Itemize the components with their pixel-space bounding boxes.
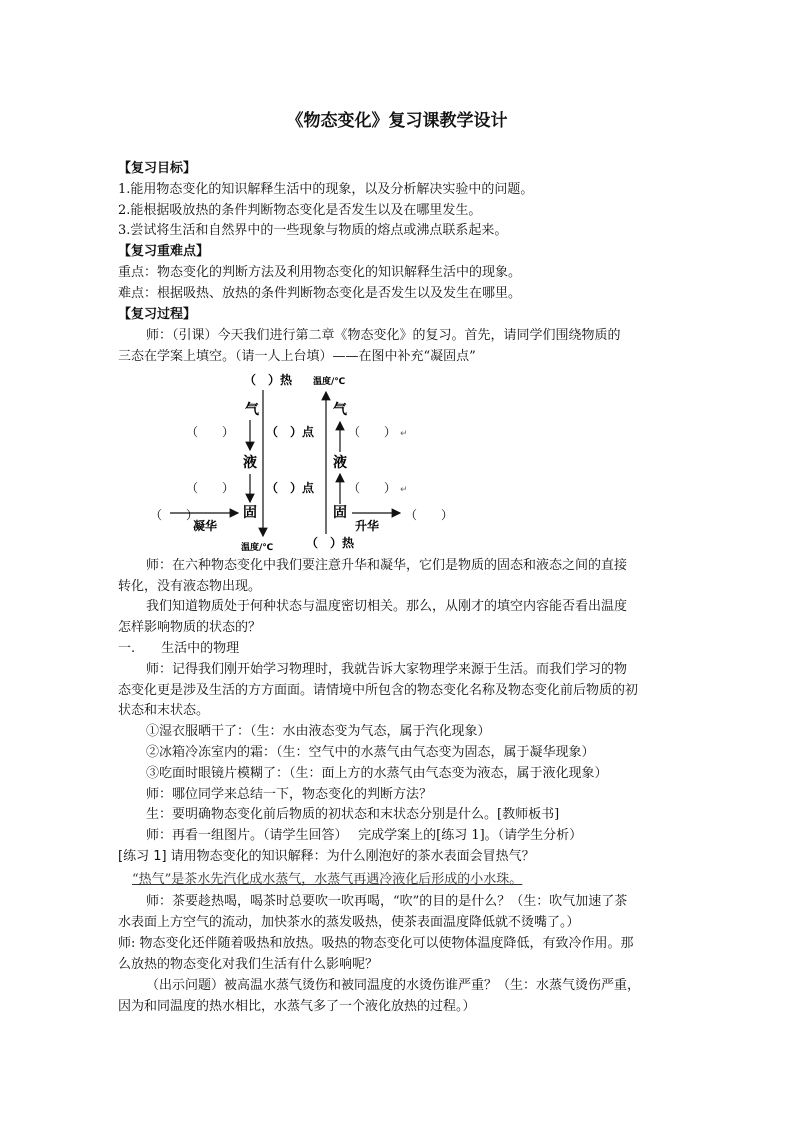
state-change-diagram bbox=[140, 364, 460, 554]
section-heading-process: 【复习过程】 bbox=[118, 307, 197, 322]
state-liquid-right: 液 bbox=[333, 455, 347, 471]
paragraph-line: 师：记得我们刚开始学习物理时，我就告诉大家物理学来源于生活。而我们学习的物 bbox=[146, 662, 628, 677]
state-gas-right: 气 bbox=[333, 402, 347, 418]
example-item: ②冰箱冷冻室内的霜：（生：空气中的水蒸气由气态变为固态，属于凝华现象） bbox=[146, 745, 595, 760]
paragraph-line: 生：要明确物态变化前后物质的初状态和末状态分别是什么。[教师板书] bbox=[146, 807, 560, 822]
paragraph-line: 怎样影响物质的状态的？ bbox=[118, 620, 262, 635]
paragraph-line: 么放热的物态变化对我们生活有什么影响呢？ bbox=[118, 957, 379, 972]
paragraph-line: 师: 物态变化还伴随着吸热和放热。吸热的物态变化可以使物体温度降低，有致冷作用。那 bbox=[118, 936, 634, 951]
key-point: 重点：物态变化的判断方法及利用物态变化的知识解释生活中的现象。 bbox=[118, 265, 522, 280]
goal-3: 3.尝试将生活和自然界中的一些现象与物质的熔点或沸点联系起来。 bbox=[118, 223, 508, 238]
paragraph-line: （出示问题）被高温水蒸气烫伤和被同温度的水烫伤谁严重？（生：水蒸气烫伤严重， bbox=[146, 978, 641, 993]
state-gas-left: 气 bbox=[245, 402, 259, 418]
axis-label-left: 温度/℃ bbox=[241, 543, 274, 553]
return-mark-lower: ↵ bbox=[400, 485, 408, 495]
blank-left-gas-source: （ ） bbox=[150, 508, 199, 522]
paragraph-line: 师：哪位同学来总结一下，物态变化的判断方法？ bbox=[146, 787, 433, 802]
heat-label-bottom: （ ）热 bbox=[306, 536, 355, 550]
state-solid-right: 固 bbox=[333, 505, 347, 521]
point-upper-left: （ ）点 bbox=[266, 425, 315, 439]
blank-right-upper: （ ） bbox=[348, 425, 397, 439]
paragraph-line: 师：在六种物态变化中我们要注意升华和凝华，它们是物质的固态和液态之间的直接 bbox=[146, 558, 628, 573]
label-desublimation: 凝华 bbox=[193, 519, 218, 533]
axis-label-right: 温度/℃ bbox=[313, 377, 346, 387]
paragraph-line: 状态和末状态。 bbox=[118, 703, 210, 718]
label-sublimation: 升华 bbox=[355, 519, 380, 533]
difficult-point: 难点：根据吸热、放热的条件判断物态变化是否发生以及发生在哪里。 bbox=[118, 286, 522, 301]
blank-left-lower: （ ） bbox=[186, 481, 235, 495]
heat-label-top: （ ）热 bbox=[244, 373, 293, 387]
paragraph-line: 我们知道物质处于何种状态与温度密切相关。那么，从刚才的填空内容能否看出温度 bbox=[146, 599, 628, 614]
state-solid-left: 固 bbox=[243, 505, 257, 521]
blank-right-gas-target: （ ） bbox=[405, 508, 454, 522]
goal-2: 2.能根据吸放热的条件判断物态变化是否发生以及在哪里发生。 bbox=[118, 203, 482, 218]
blank-right-lower: （ ） bbox=[348, 481, 397, 495]
blank-left-upper: （ ） bbox=[186, 425, 235, 439]
exercise-1-answer: “热气”是茶水先汽化成水蒸气，水蒸气再遇冷液化后形成的小水珠。 bbox=[132, 872, 523, 887]
goal-1: 1.能用物态变化的知识解释生活中的现象，以及分析解决实验中的问题。 bbox=[118, 182, 534, 197]
paragraph-line: 因为和同温度的热水相比，水蒸气多了一个液化放热的过程。） bbox=[118, 999, 476, 1014]
paragraph-line: 三态在学案上填空。（请一人上台填）——在图中补充“凝固点” bbox=[118, 349, 476, 364]
example-item: ③吃面时眼镜片模糊了：（生：面上方的水蒸气由气态变为液态，属于液化现象） bbox=[146, 766, 608, 781]
paragraph-line: 态变化更是涉及生活的方方面面。请情境中所包含的物态变化名称及物态变化前后物质的初 bbox=[118, 683, 639, 698]
exercise-1-question: [练习 1] 请用物态变化的知识解释：为什么刚泡好的茶水表面会冒热气？ bbox=[118, 849, 535, 864]
point-lower-left: （ ）点 bbox=[266, 481, 315, 495]
paragraph-line: 师：再看一组图片。（请学生回答） 完成学案上的[练习 1]。（请学生分析） bbox=[146, 828, 583, 843]
section-heading-key-points: 【复习重难点】 bbox=[118, 244, 210, 259]
state-liquid-left: 液 bbox=[243, 455, 257, 471]
paragraph-line: 水表面上方空气的流动，加快茶水的蒸发吸热，使茶表面温度降低就不烫嘴了。） bbox=[118, 915, 580, 930]
section-heading-goals: 【复习目标】 bbox=[118, 161, 197, 176]
page-title: 《物态变化》复习课教学设计 bbox=[286, 111, 508, 131]
paragraph-line: 师：（引课）今天我们进行第二章《物态变化》的复习。首先，请同学们围绕物质的 bbox=[146, 328, 621, 343]
return-mark-upper: ↵ bbox=[400, 429, 408, 439]
section-heading-life-physics: 一. 生活中的物理 bbox=[118, 641, 240, 656]
paragraph-line: 师：茶要趁热喝，喝茶时总要吹一吹再喝，“吹”的目的是什么？（生：吹气加速了茶 bbox=[146, 894, 628, 909]
paragraph-line: 转化，没有液态物出现。 bbox=[118, 579, 262, 594]
example-item: ①湿衣服晒干了：（生：水由液态变为气态，属于汽化现象） bbox=[146, 724, 491, 739]
